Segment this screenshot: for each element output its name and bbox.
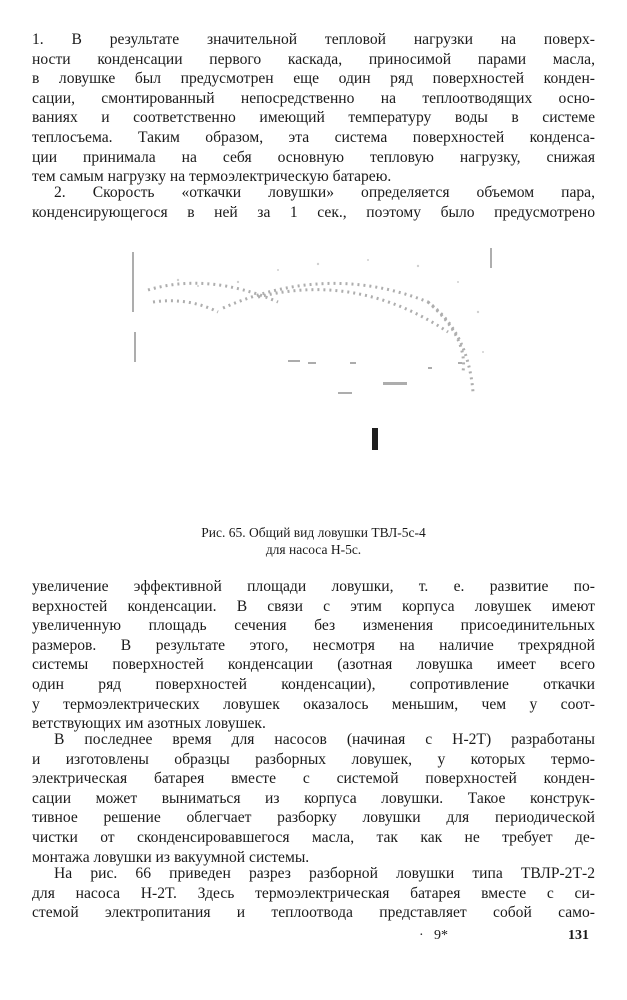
- text-line: сации может выниматься из корпуса ловушки. Такое конструк-: [32, 789, 595, 807]
- text-line: увеличение эффективной площади ловушки, т. е. развитие по-: [32, 578, 595, 595]
- text-line: тем самым нагрузку на термоэлектрическую батарею.: [32, 168, 392, 186]
- figure-65-photo: [128, 242, 500, 512]
- figure-caption-line2: для насоса Н-5с.: [265, 542, 362, 557]
- text-line: размеров. В результате этого, несмотря на наличие трехрядной: [32, 636, 595, 654]
- text-line: для насоса Н-2Т. Здесь термоэлектрическая батарея вместе с си-: [32, 884, 595, 902]
- text-line: верхностей конденсации. В связи с этим корпуса ловушек имеют: [32, 597, 595, 615]
- text-line: стемой электропитания и теплоотвода представляет собой само-: [32, 904, 595, 922]
- text-line: чистки от сконденсировавшегося масла, так как не требует де-: [32, 828, 595, 846]
- text-line: системы поверхностей конденсации (азотная ловушка имеет всего: [32, 656, 595, 674]
- text-line: тивное решение облегчает разборку ловушки для периодической: [32, 809, 595, 827]
- paragraph-5: [32, 864, 595, 923]
- text-line: На рис. 66 приведен разрез разборной ловушки типа ТВЛР-2Т-2: [54, 865, 595, 882]
- paragraph-1: [32, 30, 595, 187]
- text-line: конденсирующегося в ней за 1 сек., поэтому было предусмотрено: [32, 203, 595, 221]
- paragraph-3: [32, 577, 595, 734]
- text-line: 2. Скорость «откачки ловушки» определяется объемом пара,: [54, 184, 595, 201]
- text-line: 1. В результате значительной тепловой нагрузки на поверх-: [32, 31, 595, 48]
- figure-caption: Рис. 65. Общий вид ловушки ТВЛ-5с-4: [201, 525, 426, 540]
- text-line: ветствующих им азотных ловушек.: [32, 715, 266, 733]
- paragraph-2: [32, 183, 595, 222]
- text-line: увеличенную площадь сечения без изменения присоединительных: [32, 617, 595, 635]
- signature-mark: 9*: [434, 928, 448, 943]
- text-line: один ряд поверхностей конденсации), сопротивление откачки: [32, 675, 595, 693]
- text-line: и изготовлены образцы разборных ловушек, у которых термо-: [32, 750, 595, 768]
- trap-photo-illustration: [128, 242, 500, 512]
- text-line: ции принимала на себя основную тепловую нагрузку, снижая: [32, 148, 595, 166]
- text-line: в ловушке был предусмотрен еще один ряд поверхностей конден-: [32, 70, 595, 88]
- text-line: сации, смонтированный непосредственно на теплоотводящих осно-: [32, 89, 595, 107]
- text-line: теплосъема. Таким образом, эта система поверхностей конденса-: [32, 128, 595, 146]
- paragraph-4: [32, 730, 595, 867]
- text-line: В последнее время для насосов (начиная с Н-2Т) разработаны: [54, 731, 595, 748]
- text-line: монтажа ловушки из вакуумной системы.: [32, 848, 310, 866]
- text-line: электрическая батарея вместе с системой поверхностей конден-: [32, 770, 595, 788]
- footer-dot: ·: [419, 928, 424, 943]
- page-number: 131: [568, 928, 589, 943]
- text-line: ваниях и соответственно имеющий температуру воды в системе: [32, 109, 595, 127]
- dark-mark: [372, 428, 378, 450]
- text-line: у термоэлектрических ловушек оказалось меньшим, чем у соот-: [32, 695, 595, 713]
- text-line: ности конденсации первого каскада, приносимой парами масла,: [32, 50, 595, 68]
